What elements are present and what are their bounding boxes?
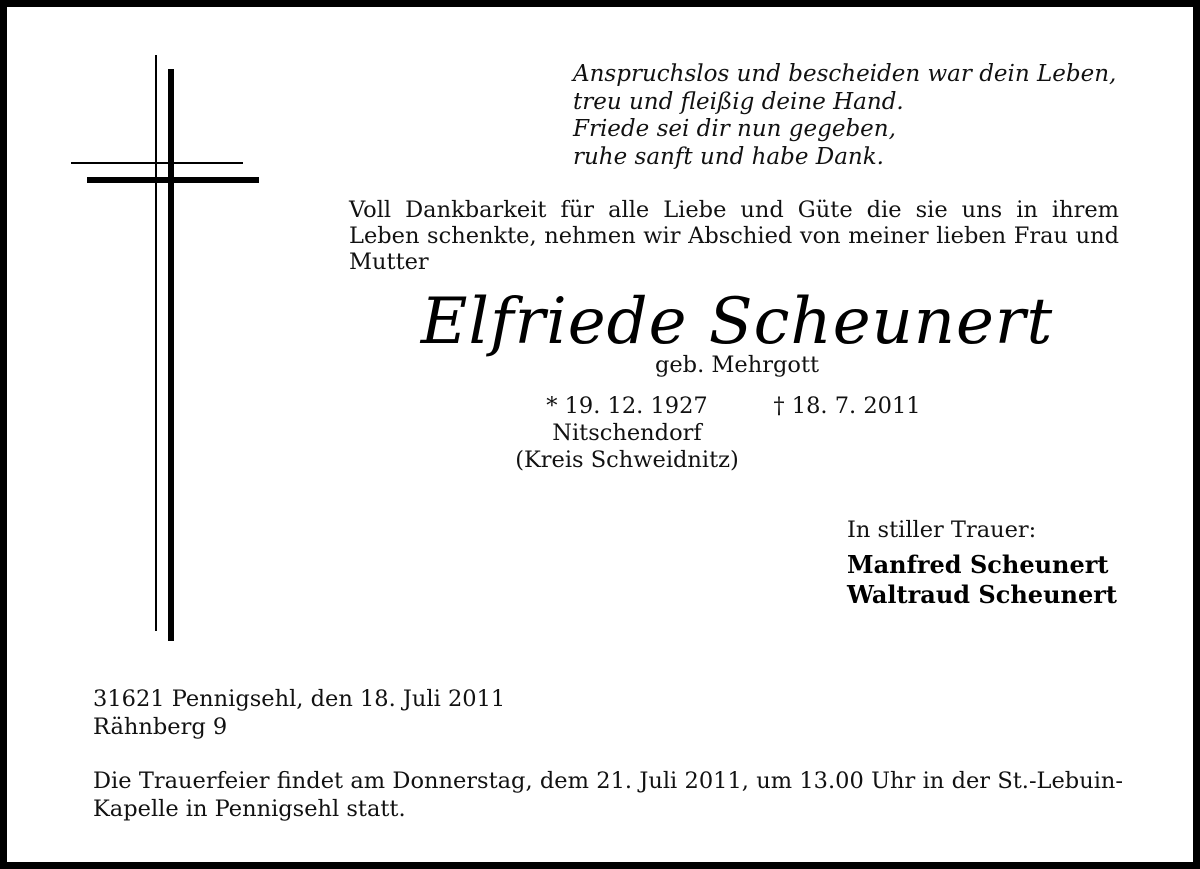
birth-region: (Kreis Schweidnitz) bbox=[515, 447, 739, 473]
cross-thick-vertical bbox=[168, 69, 174, 641]
funeral-info bbox=[93, 767, 1123, 823]
cross-thin-vertical bbox=[155, 55, 157, 631]
poem-line: ruhe sanft und habe Dank. bbox=[573, 143, 884, 170]
intro-text bbox=[349, 197, 1119, 275]
funeral-line: Die Trauerfeier findet am Donnerstag, dem 21. Juli 2011, um 13.00 Uhr in der St.-Lebuin- bbox=[93, 768, 1123, 794]
death-date: † 18. 7. 2011 bbox=[773, 393, 921, 419]
mourner-name: Manfred Scheunert bbox=[847, 550, 1109, 579]
poem-line: treu und fleißig deine Hand. bbox=[573, 88, 904, 115]
mourner-name: Waltraud Scheunert bbox=[847, 580, 1117, 609]
cross-thin-horizontal bbox=[71, 162, 243, 164]
intro-line: Leben schenkte, nehmen wir Abschied von meiner lieben Frau und bbox=[349, 223, 1119, 249]
birth-name: geb. Mehrgott bbox=[654, 352, 820, 378]
poem-line: Anspruchslos und bescheiden war dein Leben, bbox=[573, 61, 1117, 87]
birth-info bbox=[507, 393, 747, 474]
birth-place: Nitschendorf bbox=[552, 420, 702, 446]
funeral-line: Kapelle in Pennigsehl statt. bbox=[93, 796, 406, 822]
intro-line: Voll Dankbarkeit für alle Liebe und Güte die sie uns in ihrem bbox=[349, 197, 1119, 223]
intro-line: Mutter bbox=[349, 249, 429, 275]
mourning-heading: In stiller Trauer: bbox=[847, 517, 1037, 543]
street-address: Rähnberg 9 bbox=[93, 714, 228, 740]
birth-date: * 19. 12. 1927 bbox=[546, 393, 708, 419]
poem bbox=[573, 61, 1133, 171]
poem-line: Friede sei dir nun gegeben, bbox=[573, 116, 896, 142]
deceased-name: Elfriede Scheunert bbox=[420, 285, 1054, 359]
cross-thick-horizontal bbox=[87, 177, 259, 183]
place-date: 31621 Pennigsehl, den 18. Juli 2011 bbox=[93, 686, 506, 712]
